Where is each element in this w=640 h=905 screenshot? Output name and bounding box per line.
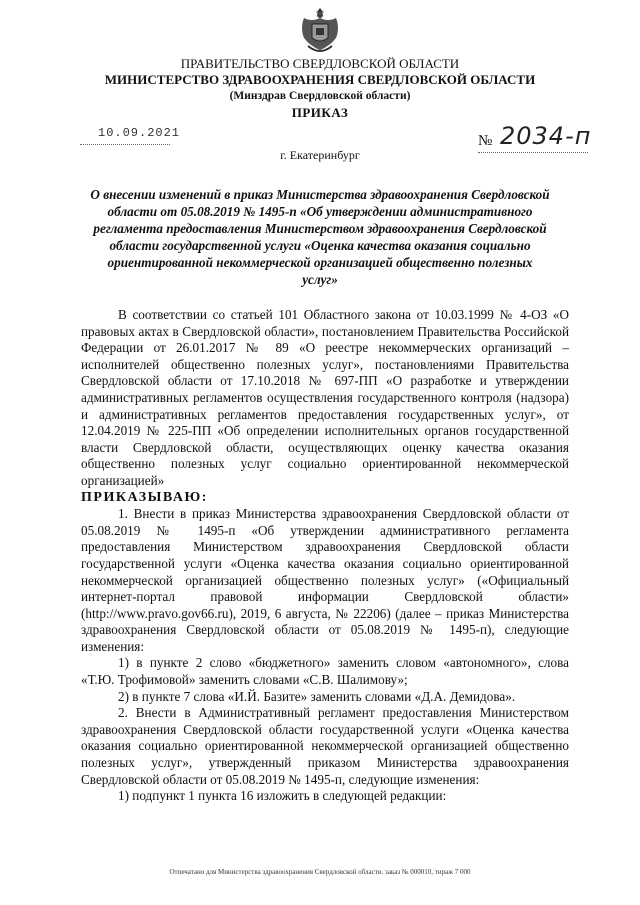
print-footer: Отпечатано для Министерства здравоохранения Свердловской области. заказ № 000010, тираж 7 000: [169, 868, 471, 876]
government-name: ПРАВИТЕЛЬСТВО СВЕРДЛОВСКОЙ ОБЛАСТИ: [180, 56, 460, 71]
ministry-short-name: (Минздрав Свердловской области): [229, 90, 411, 102]
preamble-paragraph: В соответствии со статьей 101 Областного закона от 10.03.1999 № 4-ОЗ «О правовых актах в Свердловской области», постановлением Правительства Российской Федерации от 26.01.2017 № 89 «О реестре некоммерческих организаций – исполнителей общественно полезных услуг», постановлениями Правительства Свердловской области от 17.10.2018 № 697-ПП «О разработке и утверждении административных регламентов осуществления государственного контроля (надзора) и административных регламентов предоставления государственных услуг», от 12.04.2019 № 225-ПП «Об определении исполнительных органов государственной власти Свердловской области, осуществляющих оценку качества оказания общественно полезных услуг социально ориентированной некоммерческой организацией»: [81, 307, 569, 488]
clause-1-subitem-1: 1) в пункте 2 слово «бюджетного» заменить словом «автономного», слова «Т.Ю. Трофимовой» заменить словами «С.В. Шалимову»;: [81, 655, 569, 688]
order-date: 10.09.2021: [98, 126, 181, 140]
coat-of-arms-icon: [298, 6, 342, 56]
order-number-prefix: №: [478, 133, 493, 149]
document-type: ПРИКАЗ: [291, 105, 349, 120]
order-number: 2034-п: [500, 122, 592, 150]
clause-1: 1. Внести в приказ Министерства здравоохранения Свердловской области от 05.08.2019 № 1495-п «Об утверждении административного регламента предоставления Министерством здравоохранения Свердловской области государственной услуги «Оценка качества оказания социально ориентированной некоммерческой организацией общественно полезных услуг» («Официальный интернет-портал правовой информации Свердловской области» (http://www.pravo.gov66.ru), 2019, 6 августа, № 22206) (далее – приказ Министерства здравоохранения Свердловской области от 05.08.2019 № 1495-п), следующие изменения:: [81, 506, 569, 654]
date-underline: [80, 144, 170, 145]
clause-1-subitem-2: 2) в пункте 7 слова «И.Й. Базите» заменить словами «Д.А. Демидова».: [118, 688, 516, 704]
ministry-name: МИНИСТЕРСТВО ЗДРАВООХРАНЕНИЯ СВЕРДЛОВСКОЙ ОБЛАСТИ: [104, 72, 536, 87]
order-body: [81, 307, 569, 805]
clause-2-subitem-1: 1) подпункт 1 пункта 16 изложить в следующей редакции:: [118, 788, 447, 804]
clause-2: 2. Внести в Административный регламент предоставления Министерством здравоохранения Свердловской области государственной услуги «Оценка качества оказания социально ориентированной некоммерческой организацией общественно полезных услуг», утвержденный приказом Министерства здравоохранения Свердловской области от 05.08.2019 № 1495-п, следующие изменения:: [81, 705, 569, 787]
order-keyword: ПРИКАЗЫВАЮ:: [81, 489, 208, 505]
order-title: О внесении изменений в приказ Министерства здравоохранения Свердловской области от 05.08.2019 № 1495-п «Об утверждении административного регламента предоставления Министерством здравоохранения Свердловской области государственной услуги «Оценка качества оказания социально ориентированной некоммерческой организацией общественно полезных услуг»: [90, 187, 550, 287]
city: г. Екатеринбург: [280, 148, 360, 162]
